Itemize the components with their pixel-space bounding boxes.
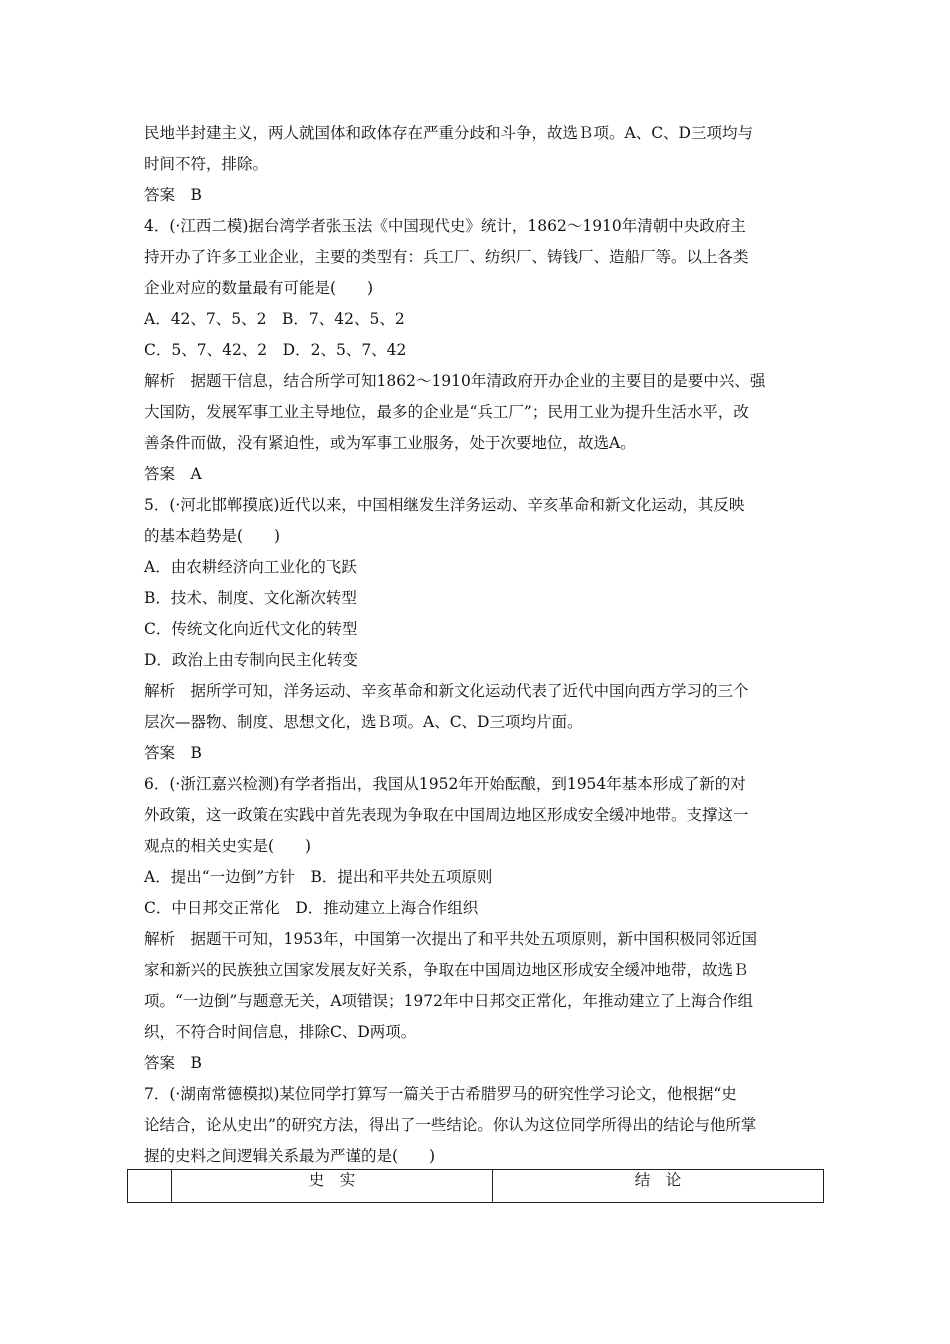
table-header-conclusion: 结 论 <box>493 1170 824 1203</box>
text-line: 时间不符，排除。 <box>144 155 269 173</box>
text-line: 家和新兴的民族独立国家发展友好关系，争取在中国周边地区形成安全缓冲地带，故选Ｂ <box>144 961 749 979</box>
text-line: 民地半封建主义，两人就国体和政体存在严重分歧和斗争，故选Ｂ项。A、C、D三项均与 <box>144 124 753 142</box>
text-line: 解析 据题干可知，1953年，中国第一次提出了和平共处五项原则，新中国积极同邻近国 <box>144 930 757 948</box>
text-line: 解析 据所学可知，洋务运动、辛亥革命和新文化运动代表了近代中国向西方学习的三个 <box>144 682 749 700</box>
table-header-blank <box>128 1170 172 1203</box>
text-line: D．政治上由专制向民主化转变 <box>144 651 358 669</box>
text-line: C．5、7、42、2 D．2、5、7、42 <box>144 341 407 359</box>
text-line: A．提出“一边倒”方针 B．提出和平共处五项原则 <box>144 868 493 886</box>
text-line: 答案 B <box>144 186 202 204</box>
table-header-row <box>128 1170 824 1203</box>
text-line: 善条件而做，没有紧迫性，或为军事工业服务，处于次要地位，故选A。 <box>144 434 636 452</box>
text-line: 项。“一边倒”与题意无关，A项错误；1972年中日邦交正常化，年推动建立了上海合作组 <box>144 992 753 1010</box>
text-line: 答案 B <box>144 1054 202 1072</box>
text-line: 大国防，发展军事工业主导地位，最多的企业是“兵工厂”；民用工业为提升生活水平，改 <box>144 403 749 421</box>
text-line: 观点的相关史实是( ) <box>144 837 312 855</box>
text-line: C．传统文化向近代文化的转型 <box>144 620 358 638</box>
text-line: 的基本趋势是( ) <box>144 527 281 545</box>
text-line: A．42、7、5、2 B．7、42、5、2 <box>144 310 405 328</box>
text-line: 企业对应的数量最有可能是( ) <box>144 279 374 297</box>
text-line: 持开办了许多工业企业，主要的类型有：兵工厂、纺织厂、铸钱厂、造船厂等。以上各类 <box>144 248 749 266</box>
text-line: 握的史料之间逻辑关系最为严谨的是( ) <box>144 1147 436 1165</box>
text-line: 4．(·江西二模)据台湾学者张玉法《中国现代史》统计，1862～1910年清朝中央政府主 <box>144 217 746 235</box>
text-line: 层次—器物、制度、思想文化，选Ｂ项。A、C、D三项均片面。 <box>144 713 583 731</box>
text-line: C．中日邦交正常化 D．推动建立上海合作组织 <box>144 899 479 917</box>
text-line: 答案 A <box>144 465 202 483</box>
table-header-facts: 史 实 <box>172 1170 493 1203</box>
text-line: 5．(·河北邯郸摸底)近代以来，中国相继发生洋务运动、辛亥革命和新文化运动，其反映 <box>144 496 745 514</box>
facts-table <box>127 1169 824 1203</box>
text-line: 7．(·湖南常德模拟)某位同学打算写一篇关于古希腊罗马的研究性学习论文，他根据“史 <box>144 1085 737 1103</box>
text-line: 论结合，论从史出”的研究方法，得出了一些结论。你认为这位同学所得出的结论与他所掌 <box>144 1116 757 1134</box>
text-line: 织，不符合时间信息，排除C、D两项。 <box>144 1023 417 1041</box>
text-line: 外政策，这一政策在实践中首先表现为争取在中国周边地区形成安全缓冲地带。支撑这一 <box>144 806 749 824</box>
text-line: 6．(·浙江嘉兴检测)有学者指出，我国从1952年开始酝酿，到1954年基本形成了新的对 <box>144 775 746 793</box>
text-line: B．技术、制度、文化渐次转型 <box>144 589 357 607</box>
text-line: 解析 据题干信息，结合所学可知1862～1910年清政府开办企业的主要目的是要中兴、强 <box>144 372 766 390</box>
text-line: 答案 B <box>144 744 202 762</box>
text-line: A．由农耕经济向工业化的飞跃 <box>144 558 357 576</box>
